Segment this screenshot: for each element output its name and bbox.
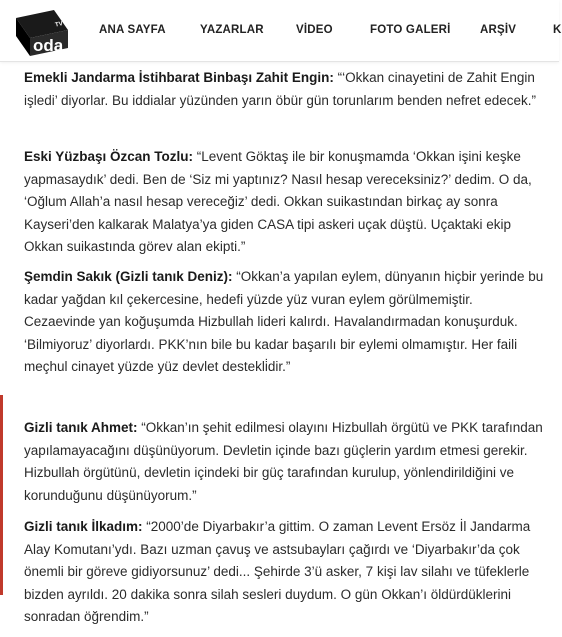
odatv-logo[interactable] (10, 4, 72, 58)
quote-paragraph (24, 417, 544, 507)
quote-paragraph (24, 516, 544, 629)
top-navigation-bar (0, 0, 562, 62)
quote-paragraph (24, 266, 544, 379)
nav-arsiv[interactable]: ARŞİV (480, 24, 517, 36)
nav-yazarlar[interactable]: YAZARLAR (200, 24, 264, 36)
speaker-name: Gizli tanık Ahmet: (24, 420, 138, 435)
quote-text: “Okkan’a yapılan eylem, dünyanın hiçbir yerinde bu kadar yağdan kıl çekercesine, hedefi yüzde yüz vuran eylem görülmemiştir. Cezaevinde yan koğuşumda Hizbullah lideri kalırdı. Havalandırmadan konuşurduk. ‘Bilmiyoruz’ diyorlardı. PKK’nın bile bu kadar başarılı bir eylemi olmamıştır. Her faili meçhul cinayet yüzde yüz devlet destekli̇dir.” (24, 269, 544, 374)
quote-text: “Okkan’ın şehit edilmesi olayını Hizbullah örgütü ve PKK tarafından yapılamayacağını düşünüyorum. Devletin içinde bazı güçlerin yardım etmesi gerekir. Hizbullah örgütünü, devletin içindeki bir güç tarafından kurulup, yönlendirildiğini ve korunduğunu düşünüyorum.” (24, 420, 543, 503)
nav-ana-sayfa[interactable]: ANA SAYFA (99, 24, 166, 36)
speaker-name: Gizli tanık İlkadım: (24, 519, 143, 534)
nav-foto-galeri[interactable]: FOTO GALERİ (370, 24, 451, 36)
nav-video[interactable]: VİDEO (296, 24, 333, 36)
quote-paragraph (24, 146, 544, 259)
speaker-name: Şemdin Sakık (Gizli tanık Deniz): (24, 269, 233, 284)
speaker-name: Eski Yüzbaşı Özcan Tozlu: (24, 149, 194, 164)
speaker-name: Emekli Jandarma İstihbarat Binbaşı Zahit Engin: (24, 70, 334, 85)
quote-text: “2000’de Diyarbakır’a gittim. O zaman Levent Ersöz İl Jandarma Alay Komutanı’ydı. Bazı uzman çavuş ve astsubayları çağırdı ve ‘Diyarbakır’da çok önemli bir göreve gidiyorsunuz’ dedi... Şehirde 3’ü asker, 7 kişi lav silahı ve tüfeklerle bizden ayrıldı. 20 dakika sonra silah sesleri duydum. O gün Okkan’ı öldürdüklerini sonradan öğrendim.” (24, 519, 531, 624)
left-accent-bar (0, 395, 3, 595)
logo-text: oda (33, 36, 64, 55)
quote-paragraph (24, 67, 544, 112)
quote-text: “‘Okkan cinayetini de Zahit Engin işledi’ diyorlar. Bu iddialar yüzünden yarın öbür gün torunlarım benden nefret edecek.” (24, 70, 537, 108)
quote-text: “Levent Göktaş ile bir konuşmamda ‘Okkan işini keşke yapmasaydık’ dedi. Ben de ‘Siz mi yaptınız? Nasıl hesap vereceksiniz?’ dedim. O da, ‘Oğlum Allah’a nasıl hesap vereceğiz’ dedi. Okkan suikastından birkaç ay sonra Kayseri’den kalkarak Malatya’ya giden CASA tipi askeri uçak düştü. Uçaktaki ekip Okkan suikastında görev alan ekipti.” (24, 149, 532, 254)
nav-item-k[interactable]: K (553, 24, 562, 36)
logo-tv-text: TV (54, 21, 64, 29)
